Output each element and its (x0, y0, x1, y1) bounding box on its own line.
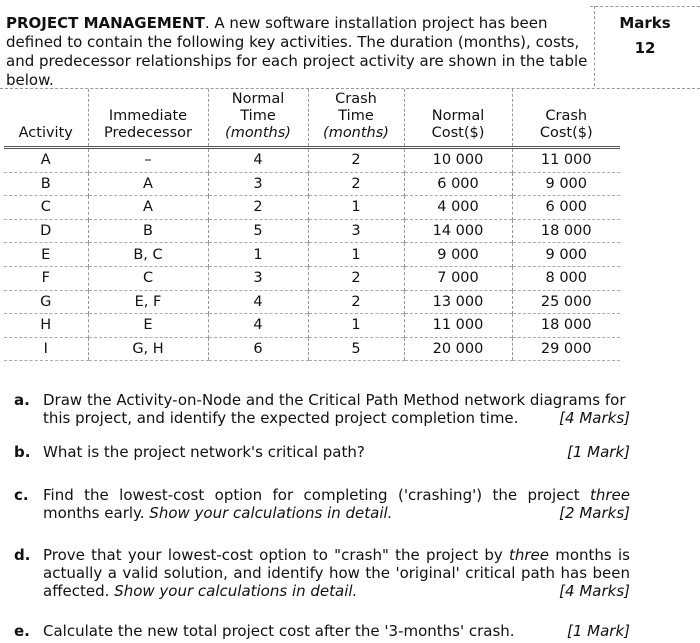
table-cell: – (88, 148, 208, 173)
question-text-part: Show your calculations in detail. (149, 504, 393, 522)
table-cell: 3 (208, 266, 308, 290)
question-b-label: b. (14, 443, 31, 461)
question-a (14, 391, 630, 427)
table-cell: 1 (308, 196, 404, 220)
question-text-part: three (508, 546, 549, 564)
table-cell: 4 (208, 314, 308, 338)
activity-table (4, 89, 620, 361)
intro-paragraph (6, 14, 588, 90)
table-cell: 4 (208, 148, 308, 173)
question-a-text: Draw the Activity-on-Node and the Critical Path Method network diagrams for this project, and identify the expected project completion time. (43, 391, 626, 427)
table-cell: 7 000 (404, 266, 512, 290)
question-b (14, 443, 630, 461)
header-label: Crash (545, 108, 588, 124)
intro-text: . A new software installation project has been defined to contain the following key activities. The duration (months), costs, and predecessor relationships for each project activity are shown in the table below. (6, 14, 588, 89)
table-cell: E (88, 314, 208, 338)
header-label: Crash (335, 91, 377, 107)
header-label: Time (338, 108, 374, 124)
table-cell: G (4, 290, 88, 314)
header-normal-cost (404, 89, 512, 148)
intro-title: PROJECT MANAGEMENT (6, 14, 205, 32)
header-crash-cost (512, 89, 620, 148)
table-cell: 20 000 (404, 337, 512, 361)
table-cell: 5 (208, 219, 308, 243)
header-label: Normal (231, 91, 285, 107)
table-row (4, 172, 620, 196)
table-cell: 10 000 (404, 148, 512, 173)
question-text-part: Find the lowest-cost option for completing ('crashing') the project (43, 486, 590, 504)
table-cell: 11 000 (404, 314, 512, 338)
table-cell: 9 000 (512, 243, 620, 267)
table-cell: 14 000 (404, 219, 512, 243)
question-b-marks: [1 Mark] (566, 443, 630, 461)
question-b-text: What is the project network's critical path? (43, 443, 365, 461)
table-cell: 4 000 (404, 196, 512, 220)
table-cell: A (88, 172, 208, 196)
table-cell: 4 (208, 290, 308, 314)
table-cell: F (4, 266, 88, 290)
header-label: (months) (323, 125, 389, 141)
table-cell: 9 000 (404, 243, 512, 267)
table-header-row (4, 89, 620, 148)
table-cell: E, F (88, 290, 208, 314)
header-label: Cost($) (539, 125, 593, 141)
table-row (4, 337, 620, 361)
table-cell: 2 (208, 196, 308, 220)
table-cell: H (4, 314, 88, 338)
marks-column (596, 14, 694, 58)
table-cell: 9 000 (512, 172, 620, 196)
table-cell: 3 (308, 219, 404, 243)
table-cell: A (40, 152, 51, 169)
table-row (4, 314, 620, 338)
table-cell: C (4, 196, 88, 220)
table-cell: 1 (308, 243, 404, 267)
question-c-label: c. (14, 486, 29, 504)
header-label: Activity (18, 125, 73, 141)
table-cell: 2 (308, 290, 404, 314)
header-predecessor (88, 89, 208, 148)
table-cell: 13 000 (404, 290, 512, 314)
table-cell: I (4, 337, 88, 361)
question-e-marks: [1 Mark] (566, 622, 630, 640)
table-cell: B (88, 219, 208, 243)
table-cell: B (4, 172, 88, 196)
table-cell: 3 (208, 172, 308, 196)
table-cell: 18 000 (512, 314, 620, 338)
marks-total: 12 (634, 39, 656, 57)
header-label: Immediate (108, 108, 188, 124)
table-cell: 2 (308, 148, 404, 173)
table-cell: C (88, 266, 208, 290)
question-text-part: three (589, 486, 630, 504)
question-text-part: months early. (43, 504, 150, 522)
header-activity (4, 89, 88, 148)
table-cell: 2 (308, 266, 404, 290)
question-e-text: Calculate the new total project cost after the '3-months' crash. (43, 622, 515, 640)
header-label: Time (240, 108, 276, 124)
question-e-label: e. (14, 622, 30, 640)
question-c-marks: [2 Marks] (559, 504, 630, 522)
table-row (4, 196, 620, 220)
table-cell: A (88, 196, 208, 220)
table-row (4, 290, 620, 314)
table-cell: 29 000 (512, 337, 620, 361)
table-cell: G, H (88, 337, 208, 361)
marks-box-top-border (590, 6, 700, 7)
question-a-marks: [4 Marks] (559, 409, 630, 427)
table-row (4, 219, 620, 243)
question-text-part: Show your calculations in detail. (114, 582, 358, 600)
question-text-part: Prove that your lowest-cost option to "crash" the project by (43, 546, 509, 564)
table-cell: 18 000 (512, 219, 620, 243)
question-d-label: d. (14, 546, 31, 564)
table-cell: 25 000 (512, 290, 620, 314)
table-cell: E (4, 243, 88, 267)
table-cell: 5 (308, 337, 404, 361)
table-cell: 2 (308, 172, 404, 196)
header-label: Cost($) (431, 125, 485, 141)
table-cell: 8 000 (512, 266, 620, 290)
table-cell: 1 (308, 314, 404, 338)
table-cell: 6 000 (512, 196, 620, 220)
table-cell: 1 (208, 243, 308, 267)
table-row (4, 148, 620, 173)
marks-header: Marks (619, 14, 671, 32)
header-crash-time (308, 89, 404, 148)
question-e (14, 622, 630, 640)
table-row (4, 266, 620, 290)
question-text-part: months is actually a valid solution, and identify how the 'original' critical path has been affected. (43, 546, 630, 600)
header-label: Normal (431, 108, 485, 124)
header-label: Predecessor (103, 125, 192, 141)
question-d-marks: [4 Marks] (559, 582, 630, 600)
table-cell: 6 000 (404, 172, 512, 196)
table-cell: D (4, 219, 88, 243)
table-cell: B, C (88, 243, 208, 267)
question-d-text (43, 546, 630, 600)
header-normal-time (208, 89, 308, 148)
question-d (14, 546, 630, 600)
question-a-label: a. (14, 391, 30, 409)
table-cell: 11 000 (512, 148, 620, 173)
question-c-text (43, 486, 630, 522)
question-c (14, 486, 630, 522)
marks-box-divider (594, 6, 595, 86)
header-label: (months) (225, 125, 291, 141)
table-row (4, 243, 620, 267)
table-cell: 6 (208, 337, 308, 361)
